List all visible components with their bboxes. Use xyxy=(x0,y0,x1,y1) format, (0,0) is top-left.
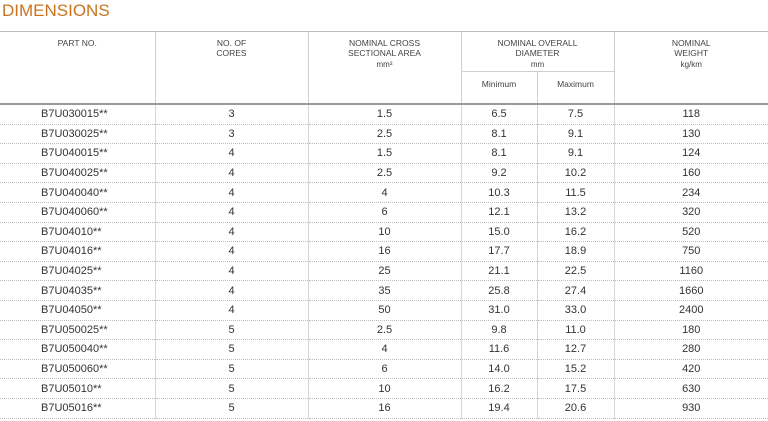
dimensions-table xyxy=(0,31,768,419)
area-cell: 25 xyxy=(308,261,461,281)
weight-cell: 180 xyxy=(614,320,768,340)
diameter-max-cell: 20.6 xyxy=(537,398,614,418)
table-row xyxy=(0,144,768,164)
part-no-cell: B7U05010** xyxy=(0,379,155,399)
diameter-min-cell: 17.7 xyxy=(461,242,537,262)
table-row xyxy=(0,340,768,360)
header-part-no-label: PART NO. xyxy=(57,38,97,48)
weight-cell: 320 xyxy=(614,202,768,222)
header-diameter-line2: DIAMETER xyxy=(515,48,560,58)
part-no-cell: B7U040040** xyxy=(0,183,155,203)
cores-cell: 5 xyxy=(155,379,308,399)
diameter-min-cell: 8.1 xyxy=(461,124,537,144)
table-row xyxy=(0,222,768,242)
cores-cell: 5 xyxy=(155,320,308,340)
diameter-min-cell: 16.2 xyxy=(461,379,537,399)
weight-cell: 2400 xyxy=(614,300,768,320)
table-row xyxy=(0,261,768,281)
header-minimum xyxy=(461,72,537,105)
table-row xyxy=(0,300,768,320)
table-body xyxy=(0,104,768,418)
weight-cell: 750 xyxy=(614,242,768,262)
part-no-cell: B7U04025** xyxy=(0,261,155,281)
area-cell: 16 xyxy=(308,242,461,262)
header-cores-line2: CORES xyxy=(216,48,247,58)
table-row xyxy=(0,320,768,340)
diameter-min-cell: 14.0 xyxy=(461,359,537,379)
table-row xyxy=(0,281,768,301)
weight-cell: 930 xyxy=(614,398,768,418)
part-no-cell: B7U050040** xyxy=(0,340,155,360)
weight-cell: 1160 xyxy=(614,261,768,281)
area-cell: 4 xyxy=(308,183,461,203)
cores-cell: 4 xyxy=(155,300,308,320)
diameter-max-cell: 27.4 xyxy=(537,281,614,301)
table-row xyxy=(0,183,768,203)
diameter-min-cell: 31.0 xyxy=(461,300,537,320)
cores-cell: 4 xyxy=(155,242,308,262)
part-no-cell: B7U04016** xyxy=(0,242,155,262)
weight-cell: 160 xyxy=(614,163,768,183)
weight-cell: 520 xyxy=(614,222,768,242)
diameter-max-cell: 11.0 xyxy=(537,320,614,340)
part-no-cell: B7U040025** xyxy=(0,163,155,183)
part-no-cell: B7U040060** xyxy=(0,202,155,222)
weight-cell: 280 xyxy=(614,340,768,360)
diameter-max-cell: 17.5 xyxy=(537,379,614,399)
area-cell: 10 xyxy=(308,222,461,242)
part-no-cell: B7U050060** xyxy=(0,359,155,379)
cores-cell: 4 xyxy=(155,202,308,222)
cores-cell: 4 xyxy=(155,222,308,242)
header-weight-line1: NOMINAL xyxy=(671,38,711,48)
header-weight xyxy=(614,32,768,105)
header-part-no xyxy=(0,32,155,105)
table-row xyxy=(0,104,768,124)
table-row xyxy=(0,359,768,379)
table-row xyxy=(0,202,768,222)
diameter-max-cell: 7.5 xyxy=(537,104,614,124)
table-row xyxy=(0,398,768,418)
header-area-line2: SECTIONAL AREA xyxy=(348,48,421,58)
part-no-cell: B7U04050** xyxy=(0,300,155,320)
part-no-cell: B7U04010** xyxy=(0,222,155,242)
diameter-max-cell: 9.1 xyxy=(537,144,614,164)
header-diameter-line1: NOMINAL OVERALL xyxy=(497,38,578,48)
area-cell: 2.5 xyxy=(308,320,461,340)
diameter-max-cell: 9.1 xyxy=(537,124,614,144)
part-no-cell: B7U030025** xyxy=(0,124,155,144)
part-no-cell: B7U05016** xyxy=(0,398,155,418)
cores-cell: 3 xyxy=(155,104,308,124)
diameter-min-cell: 11.6 xyxy=(461,340,537,360)
area-cell: 4 xyxy=(308,340,461,360)
diameter-max-cell: 15.2 xyxy=(537,359,614,379)
cores-cell: 4 xyxy=(155,281,308,301)
diameter-max-cell: 33.0 xyxy=(537,300,614,320)
header-maximum-label: Maximum xyxy=(557,79,594,89)
cores-cell: 5 xyxy=(155,340,308,360)
weight-cell: 118 xyxy=(614,104,768,124)
cores-cell: 3 xyxy=(155,124,308,144)
part-no-cell: B7U030015** xyxy=(0,104,155,124)
header-maximum xyxy=(537,72,614,105)
table-row xyxy=(0,242,768,262)
part-no-cell: B7U050025** xyxy=(0,320,155,340)
weight-cell: 420 xyxy=(614,359,768,379)
cores-cell: 4 xyxy=(155,163,308,183)
weight-cell: 630 xyxy=(614,379,768,399)
header-cores xyxy=(155,32,308,105)
diameter-min-cell: 21.1 xyxy=(461,261,537,281)
cores-cell: 5 xyxy=(155,398,308,418)
area-cell: 2.5 xyxy=(308,124,461,144)
weight-cell: 124 xyxy=(614,144,768,164)
area-cell: 35 xyxy=(308,281,461,301)
cores-cell: 5 xyxy=(155,359,308,379)
part-no-cell: B7U04035** xyxy=(0,281,155,301)
diameter-max-cell: 22.5 xyxy=(537,261,614,281)
header-area xyxy=(308,32,461,105)
area-cell: 50 xyxy=(308,300,461,320)
diameter-min-cell: 8.1 xyxy=(461,144,537,164)
area-cell: 6 xyxy=(308,359,461,379)
page-title: DIMENSIONS xyxy=(2,1,110,20)
weight-cell: 130 xyxy=(614,124,768,144)
diameter-max-cell: 13.2 xyxy=(537,202,614,222)
weight-cell: 234 xyxy=(614,183,768,203)
header-weight-line2: WEIGHT xyxy=(674,48,709,58)
diameter-min-cell: 12.1 xyxy=(461,202,537,222)
header-diameter xyxy=(461,32,614,72)
cores-cell: 4 xyxy=(155,183,308,203)
area-cell: 1.5 xyxy=(308,104,461,124)
table-header xyxy=(0,32,768,105)
diameter-min-cell: 10.3 xyxy=(461,183,537,203)
diameter-min-cell: 6.5 xyxy=(461,104,537,124)
part-no-cell: B7U040015** xyxy=(0,144,155,164)
header-area-unit: mm² xyxy=(376,60,393,69)
diameter-max-cell: 16.2 xyxy=(537,222,614,242)
diameter-min-cell: 25.8 xyxy=(461,281,537,301)
area-cell: 16 xyxy=(308,398,461,418)
header-area-line1: NOMINAL CROSS xyxy=(348,38,420,48)
area-cell: 2.5 xyxy=(308,163,461,183)
header-minimum-label: Minimum xyxy=(481,79,517,89)
diameter-max-cell: 18.9 xyxy=(537,242,614,262)
diameter-min-cell: 15.0 xyxy=(461,222,537,242)
diameter-min-cell: 19.4 xyxy=(461,398,537,418)
area-cell: 1.5 xyxy=(308,144,461,164)
diameter-min-cell: 9.8 xyxy=(461,320,537,340)
cores-cell: 4 xyxy=(155,261,308,281)
cores-cell: 4 xyxy=(155,144,308,164)
area-cell: 10 xyxy=(308,379,461,399)
diameter-min-cell: 9.2 xyxy=(461,163,537,183)
table-row xyxy=(0,124,768,144)
weight-cell: 1660 xyxy=(614,281,768,301)
header-diameter-unit: mm xyxy=(530,60,545,69)
table-row xyxy=(0,379,768,399)
table-row xyxy=(0,163,768,183)
area-cell: 6 xyxy=(308,202,461,222)
diameter-max-cell: 12.7 xyxy=(537,340,614,360)
diameter-max-cell: 11.5 xyxy=(537,183,614,203)
header-cores-line1: NO. OF xyxy=(216,38,247,48)
diameter-max-cell: 10.2 xyxy=(537,163,614,183)
header-weight-unit: kg/km xyxy=(680,60,702,69)
